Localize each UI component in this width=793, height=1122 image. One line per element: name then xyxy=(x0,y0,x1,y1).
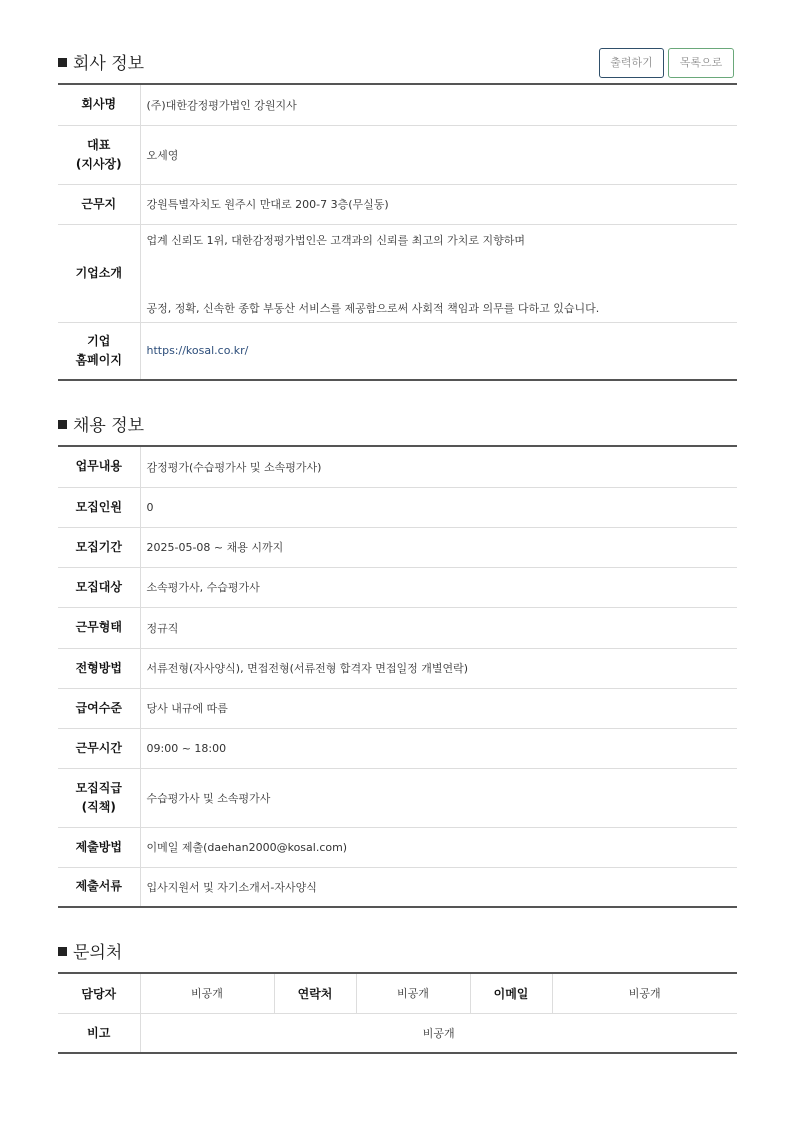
table-row xyxy=(58,607,737,648)
table-row xyxy=(58,322,737,380)
row-label: 업무내용 xyxy=(58,446,140,487)
row-label-line: (직책) xyxy=(81,799,116,814)
recruit-info-title-text: 채용 정보 xyxy=(73,416,145,436)
contact-title xyxy=(58,938,122,963)
company-intro-line: 공정, 정확, 신속한 종합 부동산 서비스를 제공함으로써 사회적 책임과 의무를 다하고 있습니다. xyxy=(146,301,600,315)
row-label xyxy=(58,768,140,827)
row-value: 2025-05-08 ~ 채용 시까지 xyxy=(140,527,737,567)
table-row xyxy=(58,184,737,224)
print-button[interactable]: 출력하기 xyxy=(599,48,664,78)
row-value: 소속평가사, 수습평가사 xyxy=(140,567,737,607)
row-label-line: 기업 xyxy=(87,333,111,348)
company-intro-line: 업계 신뢰도 1위, 대한감정평가법인은 고객과의 신뢰를 최고의 가치로 지향하며 xyxy=(146,233,525,247)
email-label: 이메일 xyxy=(470,973,552,1013)
company-info-title-text: 회사 정보 xyxy=(73,54,145,74)
square-bullet-icon xyxy=(58,947,67,956)
row-label: 회사명 xyxy=(58,84,140,125)
company-info-table xyxy=(58,83,737,381)
row-label: 전형방법 xyxy=(58,648,140,688)
table-row xyxy=(58,446,737,487)
row-label xyxy=(58,125,140,184)
table-row xyxy=(58,768,737,827)
note-label: 비고 xyxy=(58,1013,140,1053)
workplace-value: 강원특별자치도 원주시 만대로 200-7 3층(무실동) xyxy=(140,184,737,224)
manager-value: 비공개 xyxy=(140,973,274,1013)
row-label-line: 모집직급 xyxy=(75,780,122,795)
row-label: 모집기간 xyxy=(58,527,140,567)
row-value: 0 xyxy=(140,487,737,527)
square-bullet-icon xyxy=(58,58,67,67)
company-name-value: (주)대한감정평가법인 강원지사 xyxy=(146,98,297,112)
table-row xyxy=(58,973,737,1013)
table-row xyxy=(58,1013,737,1053)
note-value: 비공개 xyxy=(140,1013,737,1053)
table-row xyxy=(58,728,737,768)
table-row xyxy=(58,527,737,567)
row-label: 제출서류 xyxy=(58,867,140,907)
table-row xyxy=(58,567,737,607)
row-label: 근무지 xyxy=(58,184,140,224)
row-label: 제출방법 xyxy=(58,827,140,867)
row-value: 당사 내규에 따름 xyxy=(140,688,737,728)
table-row xyxy=(58,648,737,688)
row-value: 서류전형(자사양식), 면접전형(서류전형 합격자 면접일정 개별연락) xyxy=(140,648,737,688)
company-info-title xyxy=(58,49,144,74)
row-value: 09:00 ~ 18:00 xyxy=(140,728,737,768)
ceo-value: 오세영 xyxy=(140,125,737,184)
table-row xyxy=(58,224,737,322)
list-button[interactable]: 목록으로 xyxy=(668,48,734,78)
row-value: 정규직 xyxy=(140,607,737,648)
row-label xyxy=(58,322,140,380)
row-value: 감정평가(수습평가사 및 소속평가사) xyxy=(146,460,322,474)
row-label-line: 대표 xyxy=(87,137,111,152)
row-label-line: (지사장) xyxy=(75,156,122,171)
company-intro-value xyxy=(140,224,737,322)
row-label: 기업소개 xyxy=(58,224,140,322)
square-bullet-icon xyxy=(58,420,67,429)
table-row xyxy=(58,867,737,907)
contact-title-text: 문의처 xyxy=(73,943,123,963)
table-row xyxy=(58,827,737,867)
table-row xyxy=(58,688,737,728)
row-label: 급여수준 xyxy=(58,688,140,728)
row-value: 수습평가사 및 소속평가사 xyxy=(140,768,737,827)
row-label: 근무형태 xyxy=(58,607,140,648)
row-label: 모집인원 xyxy=(58,487,140,527)
contact-table xyxy=(58,972,737,1054)
row-label-line: 홈페이지 xyxy=(75,352,122,367)
row-label: 근무시간 xyxy=(58,728,140,768)
recruit-info-table xyxy=(58,445,737,908)
homepage-cell xyxy=(140,322,737,380)
table-row xyxy=(58,84,737,125)
table-row xyxy=(58,487,737,527)
table-row xyxy=(58,125,737,184)
recruit-info-title xyxy=(58,411,144,436)
row-value: 이메일 제출(daehan2000@kosal.com) xyxy=(140,827,737,867)
phone-value: 비공개 xyxy=(356,973,470,1013)
homepage-link[interactable]: https://kosal.co.kr/ xyxy=(146,344,249,358)
phone-label: 연락처 xyxy=(274,973,356,1013)
row-value: 입사지원서 및 자기소개서-자사양식 xyxy=(140,867,737,907)
manager-label: 담당자 xyxy=(58,973,140,1013)
row-label: 모집대상 xyxy=(58,567,140,607)
email-value: 비공개 xyxy=(628,987,661,1001)
